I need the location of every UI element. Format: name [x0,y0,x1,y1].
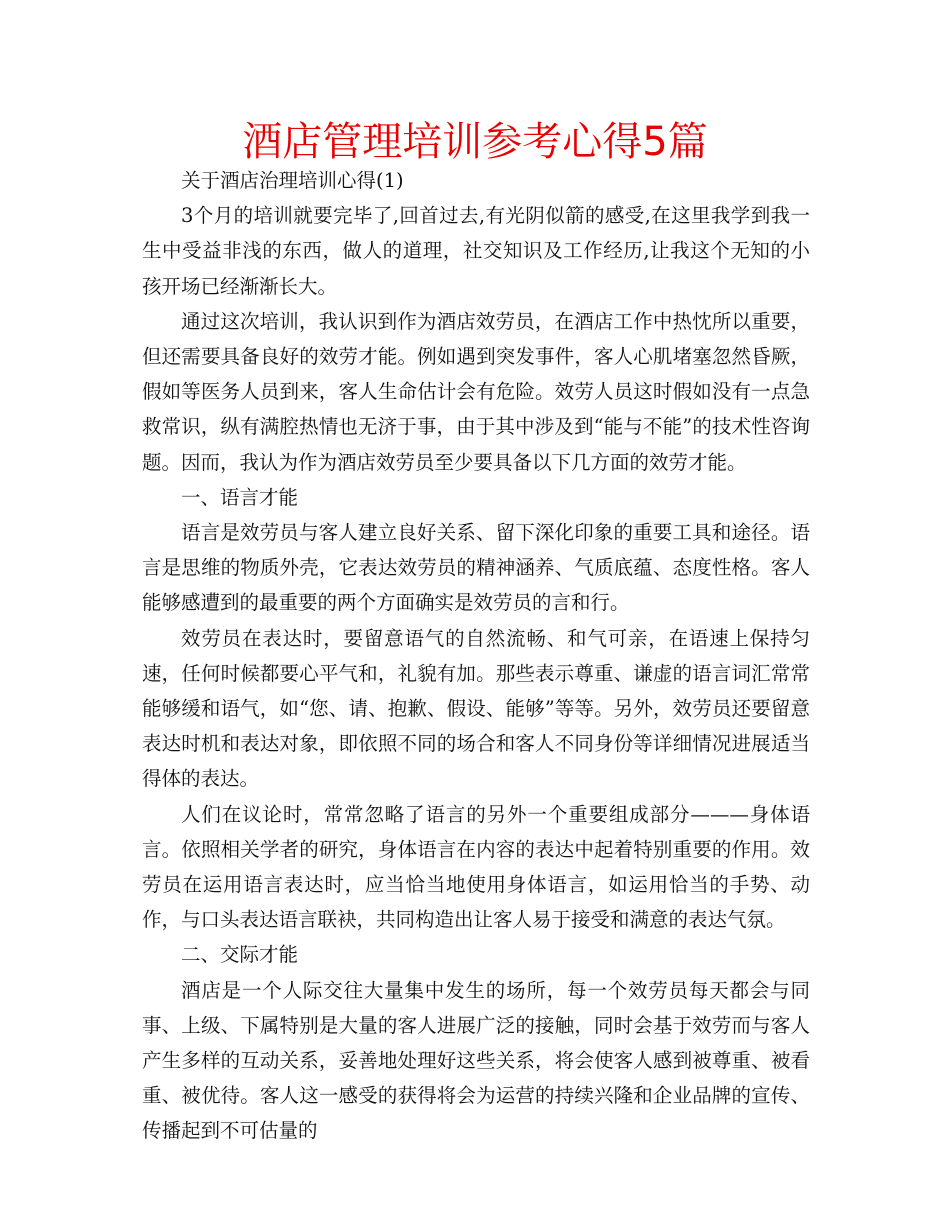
paragraph: 酒店是一个人际交往大量集中发生的场所，每一个效劳员每天都会与同事、上级、下属特别是大量的客人进展广泛的接触，同时会基于效劳而与客人产生多样的互动关系，妥善地处理好这些关系，将会使客人感到被尊重、被看重、被优待。客人这一感受的获得将会为运营的持续兴隆和企业品牌的宣传、传播起到不可估量的 [142,978,810,1143]
document-body [142,163,810,1149]
section-heading-language: 一、语言才能 [181,485,299,509]
document-title: 酒店管理培训参考心得5篇 [242,119,708,165]
paragraph: 语言是效劳员与客人建立良好关系、留下深化印象的重要工具和途径。语言是思维的物质外壳，它表达效劳员的精神涵养、气质底蕴、态度性格。客人能够感遭到的最重要的两个方面确实是效劳员的言和行。 [142,521,810,615]
section-heading-communication: 二、交际才能 [181,943,299,967]
paragraph: 通过这次培训，我认识到作为酒店效劳员，在酒店工作中热忱所以重要，但还需要具备良好的效劳才能。例如遇到突发事件，客人心肌堵塞忽然昏厥，假如等医务人员到来，客人生命估计会有危险。效劳人员这时假如没有一点急救常识，纵有满腔热情也无济于事，由于其中涉及到“能与不能”的技术性咨询题。因而，我认为作为酒店效劳员至少要具备以下几方面的效劳才能。 [142,309,810,474]
paragraph: 3个月的培训就要完毕了,回首过去,有光阴似箭的感受,在这里我学到我一生中受益非浅的东西，做人的道理，社交知识及工作经历,让我这个无知的小孩开场已经渐渐长大。 [142,204,810,298]
paragraph: 效劳员在表达时，要留意语气的自然流畅、和气可亲，在语速上保持匀速，任何时候都要心平气和，礼貌有加。那些表示尊重、谦虚的语言词汇常常能够缓和语气，如“您、请、抱歉、假设、能够”等等。另外，效劳员还要留意表达时机和表达对象，即依照不同的场合和客人不同身份等详细情况进展适当得体的表达。 [142,626,810,791]
paragraph: 人们在议论时，常常忽略了语言的另外一个重要组成部分———身体语言。依照相关学者的研究，身体语言在内容的表达中起着特别重要的作用。效劳员在运用语言表达时，应当恰当地使用身体语言，如运用恰当的手势、动作，与口头表达语言联袂，共同构造出让客人易于接受和满意的表达气氛。 [142,802,810,932]
document-subtitle: 关于酒店治理培训心得(1) [181,169,404,192]
